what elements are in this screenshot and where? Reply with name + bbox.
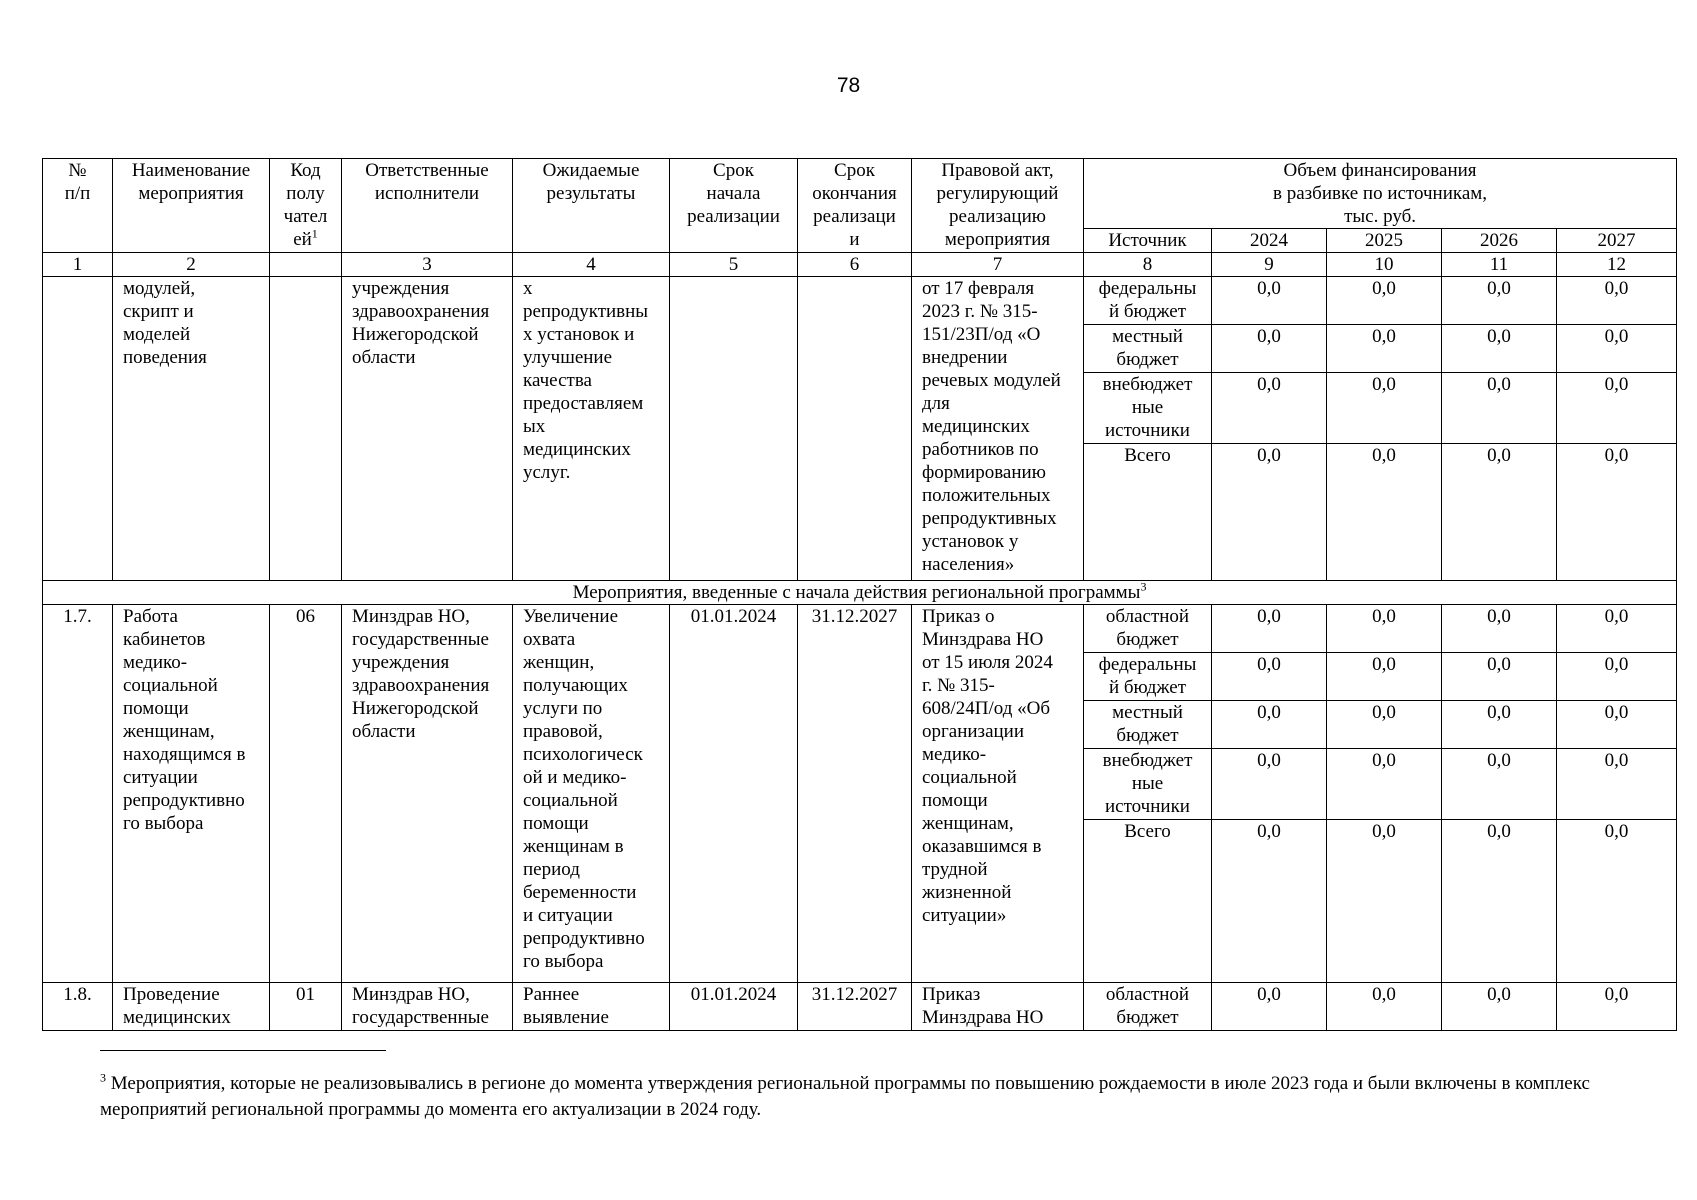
column-number: 1 xyxy=(43,253,113,277)
page-number: 78 xyxy=(836,74,861,97)
funding-value: 0,0 xyxy=(1327,653,1442,701)
header-year: 2026 xyxy=(1442,229,1557,253)
column-number: 2 xyxy=(113,253,270,277)
funding-source: местный бюджет xyxy=(1084,325,1212,373)
funding-value: 0,0 xyxy=(1557,277,1677,325)
footnote-text: Мероприятия, которые не реализовывались в регионе до момента утверждения региональной программы по повышению рождаемости в июле 2023 года и были включены в комплекс мероприятий региональной программы до момента его актуализации в 2024 году. xyxy=(100,1073,1590,1120)
funding-value: 0,0 xyxy=(1557,653,1677,701)
funding-value: 0,0 xyxy=(1212,983,1327,1031)
funding-value: 0,0 xyxy=(1557,820,1677,983)
funding-value: 0,0 xyxy=(1327,983,1442,1031)
funding-value: 0,0 xyxy=(1557,749,1677,820)
funding-value: 0,0 xyxy=(1442,653,1557,701)
footnote-ref-1: 1 xyxy=(311,226,318,241)
item-number: 1.7. xyxy=(43,605,113,983)
funding-value: 0,0 xyxy=(1327,605,1442,653)
funding-value: 0,0 xyxy=(1212,749,1327,820)
item-executors: Минздрав НО, государственные xyxy=(342,983,513,1031)
funding-value: 0,0 xyxy=(1442,749,1557,820)
column-number: 12 xyxy=(1557,253,1677,277)
item-end-date: 31.12.2027 xyxy=(798,605,912,983)
item-executors: учреждения здравоохранения Нижегородской области xyxy=(342,277,513,581)
item-results: х репродуктивны х установок и улучшение качества предоставляем ых медицинских услуг. xyxy=(513,277,670,581)
item-legal-act: Приказ о Минздрава НО от 15 июля 2024 г. № 315- 608/24П/од «Об организации медико- социальной помощи женщинам, оказавшимся в трудной жизненной ситуации» xyxy=(912,605,1084,983)
item-name: модулей, скрипт и моделей поведения xyxy=(113,277,270,581)
funding-value: 0,0 xyxy=(1557,983,1677,1031)
funding-value: 0,0 xyxy=(1557,701,1677,749)
item-name: Проведение медицинских xyxy=(113,983,270,1031)
funding-value: 0,0 xyxy=(1327,277,1442,325)
header-year: 2027 xyxy=(1557,229,1677,253)
item-executors: Минздрав НО, государственные учреждения здравоохранения Нижегородской области xyxy=(342,605,513,983)
item-end-date xyxy=(798,277,912,581)
funding-row xyxy=(43,277,1677,325)
funding-value: 0,0 xyxy=(1212,653,1327,701)
funding-value: 0,0 xyxy=(1442,605,1557,653)
header-col-code: Код полу чател $ей^1$ xyxy=(270,159,342,253)
column-numbers-row xyxy=(43,253,1677,277)
column-number: 9 xyxy=(1212,253,1327,277)
column-number: 6 xyxy=(798,253,912,277)
funding-value: 0,0 xyxy=(1557,373,1677,444)
column-number: 7 xyxy=(912,253,1084,277)
header-source: Источник xyxy=(1084,229,1212,253)
funding-source: местный бюджет xyxy=(1084,701,1212,749)
item-start-date: 01.01.2024 xyxy=(670,983,798,1031)
funding-source: внебюджет ные источники xyxy=(1084,373,1212,444)
column-number: 8 xyxy=(1084,253,1212,277)
funding-value: 0,0 xyxy=(1327,820,1442,983)
header-year: 2024 xyxy=(1212,229,1327,253)
funding-source: Всего xyxy=(1084,444,1212,581)
header-year: 2025 xyxy=(1327,229,1442,253)
header-row xyxy=(43,159,1677,229)
funding-value: 0,0 xyxy=(1557,605,1677,653)
footnote xyxy=(100,1071,1660,1123)
column-number: 11 xyxy=(1442,253,1557,277)
column-number: 5 xyxy=(670,253,798,277)
item-legal-act: от 17 февраля 2023 г. № 315- 151/23П/од «О внедрении речевых модулей для медицинских работников по формированию положительных репродуктивных установок у населения» xyxy=(912,277,1084,581)
footnote-marker: 3 xyxy=(100,1070,106,1085)
funding-value: 0,0 xyxy=(1212,373,1327,444)
header-col-results: Ожидаемые результаты xyxy=(513,159,670,253)
funding-value: 0,0 xyxy=(1442,983,1557,1031)
header-col-executors: Ответственные исполнители xyxy=(342,159,513,253)
item-results: Увеличение охвата женщин, получающих услуги по правовой, психологическ ой и медико- социальной помощи женщинам в период беременности и ситуации репродуктивно го выбора xyxy=(513,605,670,983)
funding-value: 0,0 xyxy=(1327,444,1442,581)
header-col-act: Правовой акт, регулирующий реализацию мероприятия xyxy=(912,159,1084,253)
funding-value: 0,0 xyxy=(1212,605,1327,653)
funding-row xyxy=(43,983,1677,1031)
item-code: 01 xyxy=(270,983,342,1031)
funding-value: 0,0 xyxy=(1212,820,1327,983)
funding-value: 0,0 xyxy=(1442,444,1557,581)
funding-value: 0,0 xyxy=(1212,325,1327,373)
funding-value: 0,0 xyxy=(1327,325,1442,373)
section-header-row xyxy=(43,581,1677,605)
item-end-date: 31.12.2027 xyxy=(798,983,912,1031)
item-results: Раннее выявление xyxy=(513,983,670,1031)
funding-value: 0,0 xyxy=(1557,444,1677,581)
item-legal-act: Приказ Минздрава НО xyxy=(912,983,1084,1031)
funding-value: 0,0 xyxy=(1442,277,1557,325)
funding-value: 0,0 xyxy=(1442,373,1557,444)
funding-source: Всего xyxy=(1084,820,1212,983)
activities-table xyxy=(42,158,1677,1031)
column-number: 3 xyxy=(342,253,513,277)
footnote-divider xyxy=(100,1050,386,1051)
item-start-date xyxy=(670,277,798,581)
funding-value: 0,0 xyxy=(1442,701,1557,749)
funding-source: внебюджет ные источники xyxy=(1084,749,1212,820)
funding-value: 0,0 xyxy=(1212,444,1327,581)
section-title xyxy=(43,581,1677,605)
funding-value: 0,0 xyxy=(1327,749,1442,820)
column-number: 10 xyxy=(1327,253,1442,277)
funding-value: 0,0 xyxy=(1212,277,1327,325)
item-code: 06 xyxy=(270,605,342,983)
funding-value: 0,0 xyxy=(1212,701,1327,749)
funding-value: 0,0 xyxy=(1442,325,1557,373)
item-name: Работа кабинетов медико- социальной помощи женщинам, находящимся в ситуации репродуктивно го выбора xyxy=(113,605,270,983)
header-col-number: № п/п xyxy=(43,159,113,253)
footnote-ref-3: 3 xyxy=(1140,580,1147,594)
item-number: 1.8. xyxy=(43,983,113,1031)
funding-source: федеральны й бюджет xyxy=(1084,277,1212,325)
funding-value: 0,0 xyxy=(1327,701,1442,749)
funding-row xyxy=(43,605,1677,653)
funding-value: 0,0 xyxy=(1327,373,1442,444)
item-code xyxy=(270,277,342,581)
funding-source: областной бюджет xyxy=(1084,605,1212,653)
column-number: 4 xyxy=(513,253,670,277)
header-funding: Объем финансирования в разбивке по источникам, тыс. руб. xyxy=(1084,159,1677,229)
funding-source: федеральны й бюджет xyxy=(1084,653,1212,701)
item-number xyxy=(43,277,113,581)
column-number xyxy=(270,253,342,277)
header-col-end: Срок окончания реализаци и xyxy=(798,159,912,253)
header-col-name: Наименование мероприятия xyxy=(113,159,270,253)
funding-source: областной бюджет xyxy=(1084,983,1212,1031)
section-title-text: Мероприятия, введенные с начала действия региональной программы xyxy=(572,582,1141,603)
funding-value: 0,0 xyxy=(1442,820,1557,983)
header-col-start: Срок начала реализации xyxy=(670,159,798,253)
funding-value: 0,0 xyxy=(1557,325,1677,373)
item-start-date: 01.01.2024 xyxy=(670,605,798,983)
